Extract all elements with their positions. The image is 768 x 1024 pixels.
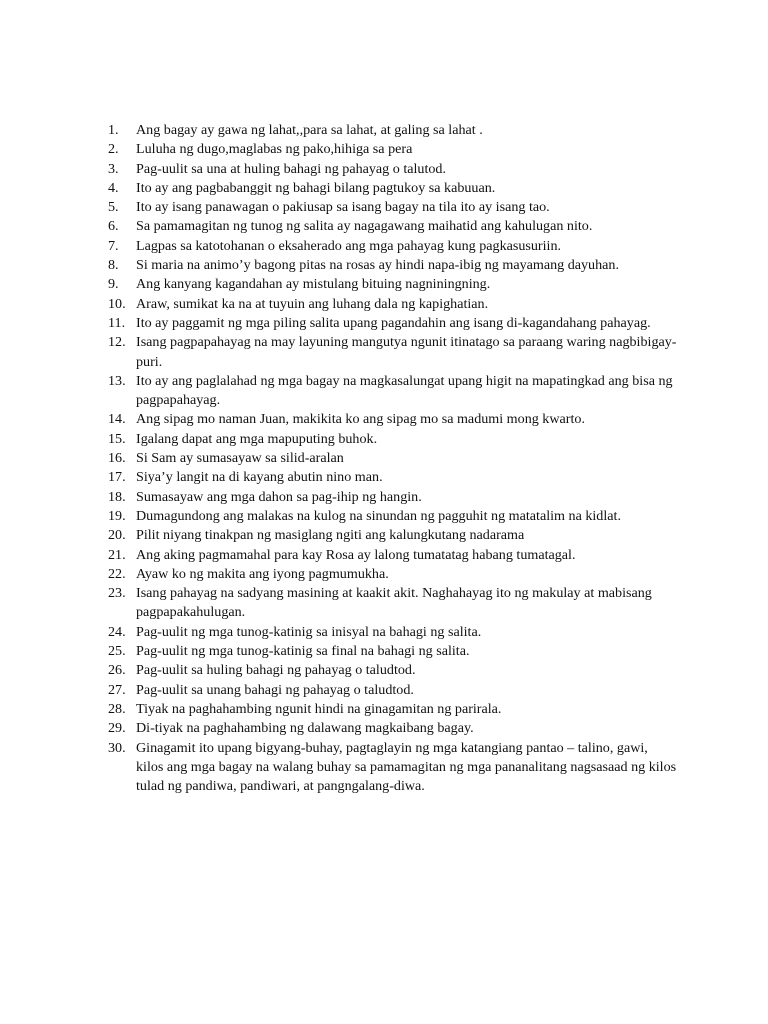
list-item [108,295,678,314]
list-item [108,739,678,797]
list-item-number: 7. [108,237,119,254]
list-item-text: Si maria na animo’y bagong pitas na rosas ay hindi napa-ibig ng mayamang dayuhan. [136,257,619,274]
list-item-number: 9. [108,276,119,293]
list-item-text: Ito ay isang panawagan o pakiusap sa isang bagay na tila ito ay isang tao. [136,199,550,216]
list-item [108,661,678,680]
list-item [108,623,678,642]
list-item [108,584,678,623]
list-item-number: 19. [108,507,126,524]
list-item-text: Pag-uulit sa unang bahagi ng pahayag o taludtod. [136,681,414,698]
list-item-number: 23. [108,585,126,602]
list-item-text: Sa pamamagitan ng tunog ng salita ay nagagawang maihatid ang kahulugan nito. [136,218,593,235]
list-item-number: 25. [108,643,126,660]
list-item-number: 10. [108,295,126,312]
list-item [108,198,678,217]
list-item-text: Isang pagpapahayag na may layuning mangutya ngunit itinatago sa paraang waring nagbibigay-puri. [136,334,677,370]
list-item-number: 24. [108,623,126,640]
list-item-text: Ang kanyang kagandahan ay mistulang bituing nagniningning. [136,276,491,293]
list-item-text: Araw, sumikat ka na at tuyuin ang luhang dala ng kapighatian. [136,295,489,312]
list-item-number: 18. [108,488,126,505]
list-item-number: 12. [108,334,126,351]
list-item [108,121,678,140]
list-item-number: 30. [108,739,126,756]
list-item [108,179,678,198]
list-item [108,546,678,565]
list-item [108,217,678,236]
numbered-list [108,121,678,796]
list-item [108,700,678,719]
list-item-number: 14. [108,411,126,428]
list-item-text: Ang bagay ay gawa ng lahat,,para sa lahat, at galing sa lahat . [136,122,483,138]
list-item-number: 13. [108,372,126,389]
list-item [108,256,678,275]
list-item [108,488,678,507]
list-item [108,468,678,487]
list-item-number: 11. [108,314,126,331]
list-item-text: Isang pahayag na sadyang masining at kaakit akit. Naghahayag ito ng makulay at mabisang pagpapakahulugan. [136,585,652,621]
list-item [108,237,678,256]
list-item-text: Ayaw ko ng makita ang iyong pagmumukha. [136,565,389,582]
list-item-number: 2. [108,141,119,158]
list-item-text: Dumagundong ang malakas na kulog na sinundan ng pagguhit ng matatalim na kidlat. [136,507,621,524]
list-item-number: 26. [108,662,126,679]
list-item [108,410,678,429]
list-item-text: Ito ay ang paglalahad ng mga bagay na magkasalungat upang higit na mapatingkad ang bisa ng pagpapahayag. [136,372,673,409]
list-item-number: 3. [108,160,119,177]
list-item [108,642,678,661]
list-item-number: 21. [108,546,126,563]
list-item-number: 5. [108,199,119,216]
list-item-text: Ang aking pagmamahal para kay Rosa ay lalong tumatatag habang tumatagal. [136,546,576,563]
list-item-text: Luluha ng dugo,maglabas ng pako,hihiga sa pera [136,141,413,158]
list-item-number: 6. [108,218,119,235]
list-item-text: Tiyak na paghahambing ngunit hindi na ginagamitan ng parirala. [136,700,502,717]
list-item [108,140,678,159]
list-item-number: 8. [108,257,119,274]
list-item [108,275,678,294]
list-item-number: 1. [108,122,119,138]
list-item-number: 29. [108,720,126,737]
list-item [108,681,678,700]
list-item-number: 20. [108,527,126,544]
list-item-text: Igalang dapat ang mga mapuputing buhok. [136,430,378,447]
list-item [108,372,678,411]
list-item [108,565,678,584]
list-item-text: Di-tiyak na paghahambing ng dalawang magkaibang bagay. [136,720,474,737]
list-item [108,430,678,449]
list-item-text: Si Sam ay sumasayaw sa silid-aralan [136,450,344,467]
list-item [108,526,678,545]
list-item [108,449,678,468]
list-item [108,719,678,738]
list-item-text: Lagpas sa katotohanan o eksaherado ang mga pahayag kung pagkasusuriin. [136,237,562,254]
list-item [108,160,678,179]
list-item-number: 27. [108,681,126,698]
list-item-number: 22. [108,565,126,582]
list-item [108,333,678,372]
list-item-text: Sumasayaw ang mga dahon sa pag-ihip ng hangin. [136,488,422,505]
list-item [108,314,678,333]
list-item-text: Pag-uulit sa una at huling bahagi ng pahayag o talutod. [136,160,446,177]
list-item-number: 16. [108,450,126,467]
list-item-number: 17. [108,469,126,486]
list-item-text: Ito ay ang pagbabanggit ng bahagi bilang pagtukoy sa kabuuan. [136,179,496,196]
list-item-text: Pag-uulit sa huling bahagi ng pahayag o taludtod. [136,662,416,679]
list-item-text: Ang sipag mo naman Juan, makikita ko ang sipag mo sa madumi mong kwarto. [136,411,585,428]
list-item-text: Ito ay paggamit ng mga piling salita upang pagandahin ang isang di-kagandahang pahayag. [136,314,651,331]
list-item-text: Pag-uulit ng mga tunog-katinig sa final na bahagi ng salita. [136,643,470,660]
list-item-text: Ginagamit ito upang bigyang-buhay, pagtaglayin ng mga katangiang pantao – talino, gawi, kilos ang mga bagay na walang buhay sa pamamagitan ng mga pananalitang nagsasaad ng kilos tulad ng pandiwa, pandiwari, at pangngalang-diwa. [136,739,677,795]
list-item-number: 4. [108,179,119,196]
list-item-text: Pag-uulit ng mga tunog-katinig sa inisyal na bahagi ng salita. [136,623,482,640]
list-item [108,507,678,526]
list-item-number: 15. [108,430,126,447]
list-item-number: 28. [108,700,126,717]
list-item-text: Siya’y langit na di kayang abutin nino man. [136,469,383,486]
list-item-text: Pilit niyang tinakpan ng masiglang ngiti ang kalungkutang nadarama [136,527,525,544]
